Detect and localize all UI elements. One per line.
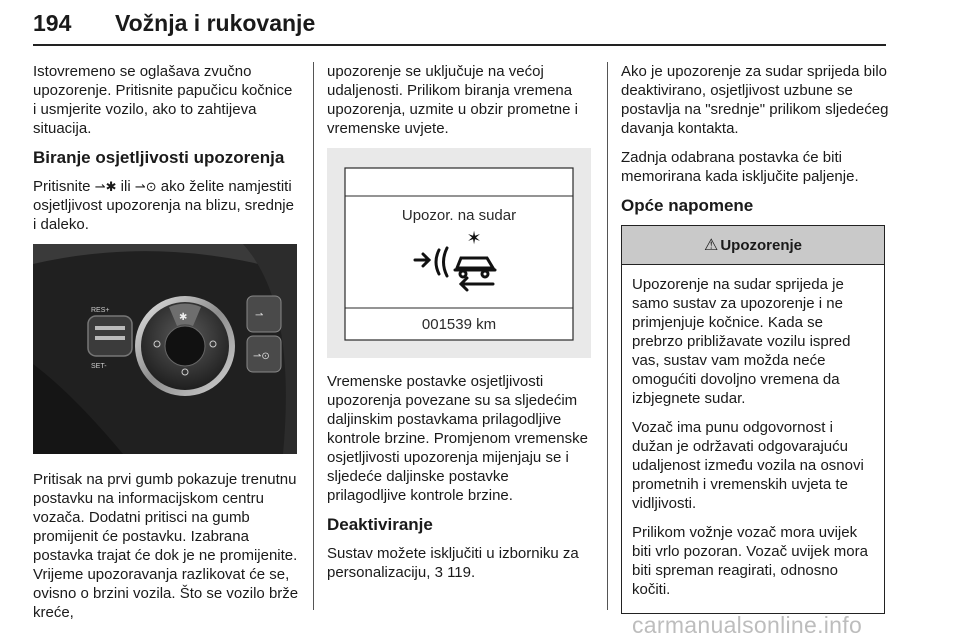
warning-triangle-icon: ⚠ <box>703 236 719 254</box>
paragraph-sensitivity: Pritisnite ⇀✱ ili ⇀⊙ ako želite namjestiti osjetljivost upozorenja na blizu, srednje i daleko. <box>33 178 294 233</box>
column-2 <box>327 62 591 592</box>
page-reference-link[interactable]: 119. <box>442 564 476 581</box>
driver-info-display-image <box>327 148 591 358</box>
page-number: 194 <box>33 10 72 36</box>
warning-header <box>622 226 884 265</box>
column-divider-2 <box>607 62 608 610</box>
section-heading-deactivate: Deaktiviranje <box>327 515 433 534</box>
paragraph: Ako je upozorenje za sudar sprijeda bilo deaktivirano, osjetljivost uzbune se postavlja na "srednje" prilikom sljedećeg davanja kontakta. <box>621 63 889 137</box>
paragraph: Istovremeno se oglašava zvučno upozorenje. Pritisnite papučicu kočnice i usmjerite vozilo, ako to zahtijeva situacija. <box>33 63 293 137</box>
chapter-title: Vožnja i rukovanje <box>115 10 316 36</box>
watermark: carmanualsonline.info <box>632 612 863 638</box>
paragraph: Pritisak na prvi gumb pokazuje trenutnu postavku na informacijskom centru vozača. Dodatni pritisci na gumb promijenit će postavku. Izabrana postavka trajat će dok je ne promijenite. Vrijeme upozoravanja razlikovat će se, ovisno o brzini vozila. Što se vozilo brže kreće, <box>33 471 299 621</box>
column-1 <box>33 62 299 632</box>
page-header <box>33 6 886 42</box>
svg-text:✶: ✶ <box>466 228 482 249</box>
warning-body <box>622 265 884 613</box>
svg-text:✱: ✱ <box>179 312 188 323</box>
paragraph: Zadnja odabrana postavka će biti memorirana kada isključite paljenje. <box>621 149 859 185</box>
section-heading-general: Opće napomene <box>621 196 754 215</box>
paragraph-deactivate: Sustav možete isključiti u izborniku za personalizaciju, 3 119. <box>327 545 579 581</box>
column-3 <box>621 62 889 614</box>
warning-paragraph: Upozorenje na sudar sprijeda je samo sustav za upozorenje i ne primjenjuje kočnice. Kada se prebrzo približavate vozilu ispred vas, sustav vam možda neće omogućiti dovoljno vremena da izbjegnete sudar. <box>632 276 851 407</box>
paragraph: Vremenske postavke osjetljivosti upozorenja povezane su sa sljedećim daljinskim postavkama prilagodljive kontrole brzine. Promjenom vremenske osjetljivosti upozorenja mijenjaju se i sljedeće daljinske postavke prilagodljive kontrole brzine. <box>327 373 588 504</box>
svg-text:⇀⊙: ⇀⊙ <box>253 351 270 362</box>
page-reference-arrow-icon: 3 <box>434 564 443 581</box>
column-divider-1 <box>313 62 314 610</box>
header-rule <box>33 44 886 46</box>
paragraph: upozorenje se uključuje na većoj udaljenosti. Prilikom biranja vremena upozorenja, uzmite u obzir prometne i vremenske uvjete. <box>327 63 578 137</box>
set-label: SET- <box>91 363 107 370</box>
display-title: Upozor. na sudar <box>401 207 517 224</box>
res-label: RES+ <box>91 307 110 314</box>
warning-box <box>621 225 885 614</box>
warning-paragraph: Vozač ima punu odgovornost i dužan je održavati odgovarajuću udaljenost između vozila na osnovi prometnih i vremenskih uvjeta te vidljivosti. <box>632 419 864 512</box>
svg-text:⇀: ⇀ <box>255 310 264 321</box>
collision-sensitivity-up-icon: ⇀✱ <box>94 179 117 194</box>
collision-sensitivity-down-icon: ⇀⊙ <box>134 179 157 194</box>
warning-paragraph: Prilikom vožnje vozač mora uvijek biti vrlo pozoran. Vozač uvijek mora biti spreman reagirati, odnosno kočiti. <box>632 524 868 598</box>
warning-title: Upozorenje <box>720 236 803 254</box>
steering-wheel-controls-image <box>33 244 297 454</box>
section-heading-sensitivity: Biranje osjetljivosti upozorenja <box>33 148 285 167</box>
odometer-readout: 001539 km <box>421 316 497 333</box>
